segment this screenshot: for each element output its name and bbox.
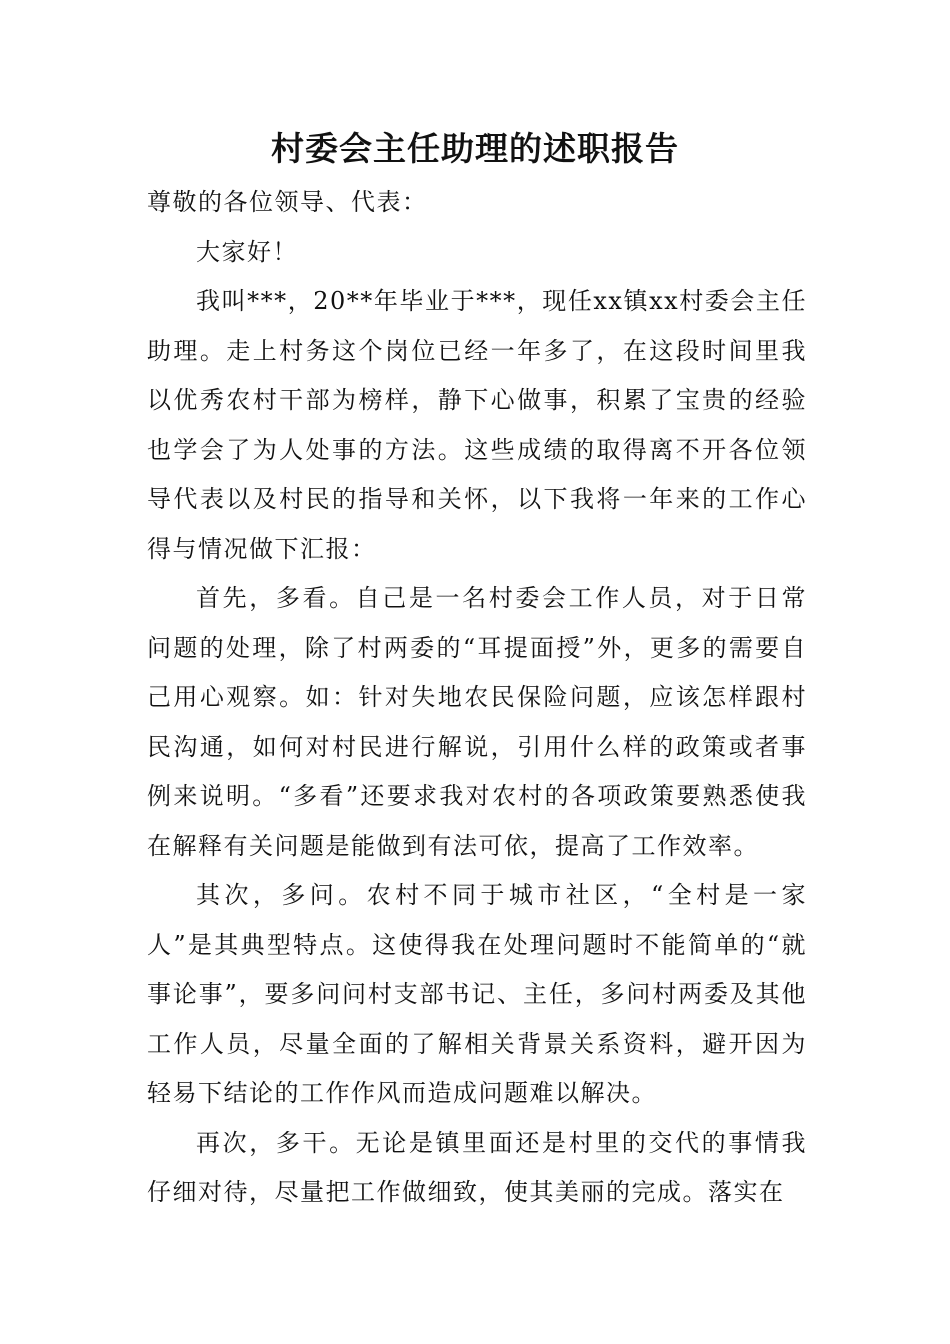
paragraph-third-point: 再次，多干。无论是镇里面还是村里的交代的事情我仔细对待，尽量把工作做细致，使其美丽的完成。落实在 <box>147 1128 807 1206</box>
paragraph-first-point: 首先，多看。自己是一名村委会工作人员，对于日常问题的处理，除了村两委的“耳提面授”外，更多的需要自己用心观察。如：针对失地农民保险问题，应该怎样跟村民沟通，如何对村民进行解说，引用什么样的政策或者事例来说明。“多看”还要求我对农村的各项政策要熟悉使我在解释有关问题是能做到有法可依，提高了工作效率。 <box>147 584 807 860</box>
paragraph-introduction: 我叫***，20**年毕业于***，现任xx镇xx村委会主任助理。走上村务这个岗位已经一年多了，在这段时间里我以优秀农村干部为榜样，静下心做事，积累了宝贵的经验也学会了为人处事的方法。这些成绩的取得离不开各位领导代表以及村民的指导和关怀，以下我将一年来的工作心得与情况做下汇报： <box>147 287 807 563</box>
document-body <box>147 178 807 1218</box>
paragraph-greeting: 大家好！ <box>196 237 298 266</box>
salutation: 尊敬的各位领导、代表： <box>147 188 428 216</box>
document-title: 村委会主任助理的述职报告 <box>271 129 679 168</box>
paragraph-second-point: 其次，多问。农村不同于城市社区，“全村是一家人”是其典型特点。这使得我在处理问题时不能简单的“就事论事”，要多问问村支部书记、主任，多问村两委及其他工作人员，尽量全面的了解相关背景关系资料，避开因为轻易下结论的工作作风而造成问题难以解决。 <box>147 881 807 1107</box>
